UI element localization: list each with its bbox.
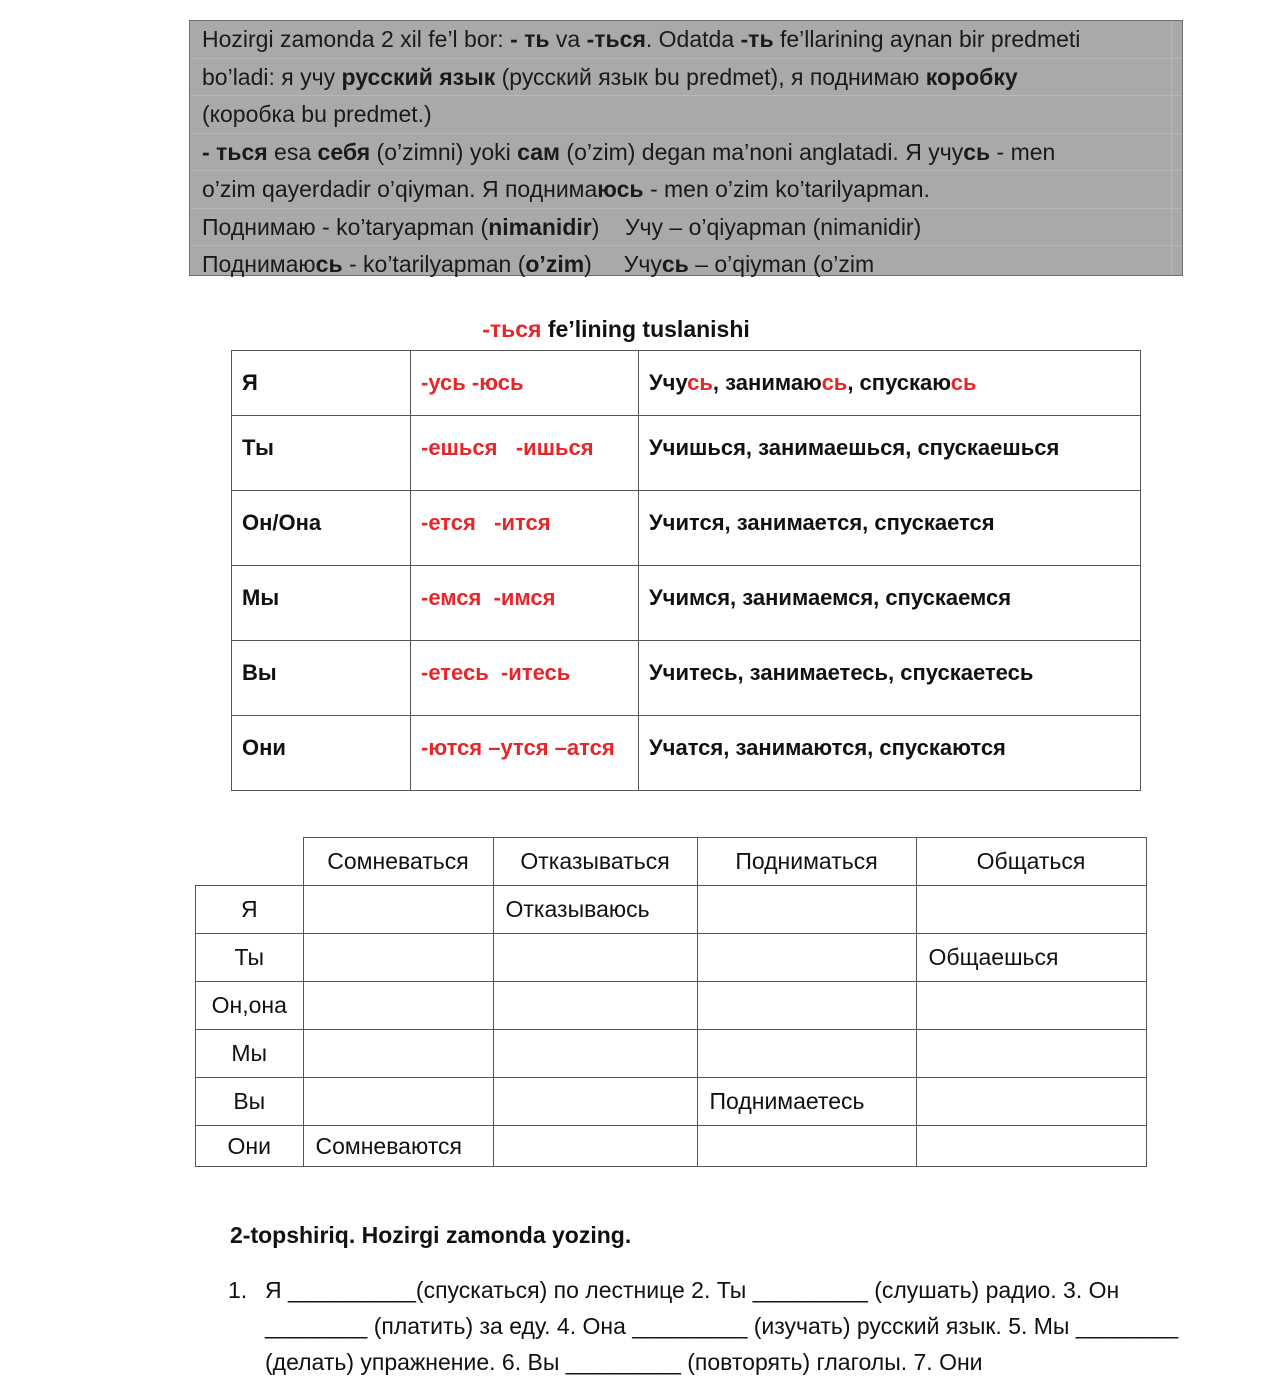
example-text: Учатся, занимаются, спускаются	[649, 735, 1006, 760]
intro-bold-text: коробку	[925, 63, 1018, 90]
example-text: , спускаю	[847, 370, 951, 395]
pronoun-cell: Вы	[196, 1078, 304, 1126]
example-text: Учишься, занимаешься, спускаешься	[649, 435, 1060, 460]
pronoun-cell: Мы	[232, 566, 411, 641]
answer-cell-empty[interactable]	[697, 1126, 916, 1167]
intro-bold-text: сь	[963, 138, 991, 165]
exercise-header-row	[196, 838, 1147, 886]
example-ending: сь	[687, 370, 713, 395]
answer-cell-empty[interactable]	[697, 934, 916, 982]
conjugation-title	[0, 316, 1232, 343]
intro-text: - men	[990, 138, 1056, 165]
exercise-row	[196, 1078, 1147, 1126]
answer-cell[interactable]: Общаешься	[916, 934, 1146, 982]
exercise-row	[196, 1126, 1147, 1167]
intro-text: fe’llarining aynan bir predmeti	[773, 26, 1081, 52]
task2-number: 1.	[228, 1277, 248, 1303]
conjugation-title-suffix: -ться	[482, 316, 542, 342]
verb-header: Сомневаться	[303, 838, 493, 886]
exercise-row	[196, 982, 1147, 1030]
intro-bold-text: русский язык	[341, 63, 496, 90]
answer-cell-empty[interactable]	[697, 886, 916, 934]
intro-bold-text: nimanidir	[488, 213, 592, 240]
answer-cell-empty[interactable]	[697, 1030, 916, 1078]
examples-cell	[639, 716, 1141, 791]
intro-line	[190, 134, 1182, 172]
intro-line	[190, 246, 1182, 283]
answer-cell-empty[interactable]	[303, 982, 493, 1030]
intro-text: ) Учу	[584, 251, 662, 277]
task2-list	[228, 1272, 1188, 1380]
pronoun-cell: Они	[196, 1126, 304, 1167]
pronoun-cell: Они	[232, 716, 411, 791]
intro-text: o’zim qayerdadir o’qiyman. Я поднима	[202, 176, 598, 202]
intro-text: ) Учу – o’qiyapman (nimanidir)	[591, 213, 922, 240]
intro-line	[190, 209, 1182, 247]
endings-cell: -ешься -ишься	[411, 416, 639, 491]
endings-cell: -ются –утся –атся	[411, 716, 639, 791]
pronoun-cell: Вы	[232, 641, 411, 716]
answer-cell-empty[interactable]	[303, 886, 493, 934]
conjugation-row	[232, 716, 1141, 791]
intro-text: - ko’tarilyapman (	[342, 251, 526, 277]
conjugation-row	[232, 566, 1141, 641]
exercise-table	[195, 837, 1147, 1167]
conjugation-title-rest: fe’lining tuslanishi	[541, 316, 750, 342]
intro-bold-text: - ться	[202, 138, 268, 165]
intro-text: Поднимаю	[202, 251, 316, 277]
answer-cell-empty[interactable]	[916, 886, 1146, 934]
example-text: Учится, занимается, спускается	[649, 510, 995, 535]
conjugation-row	[232, 491, 1141, 566]
intro-text: - men o’zim ko’tarilyapman.	[643, 176, 930, 202]
example-text: Учитесь, занимаетесь, спускаетесь	[649, 660, 1034, 685]
conjugation-row	[232, 351, 1141, 416]
example-ending: сь	[821, 370, 848, 395]
endings-cell: -етесь -итесь	[411, 641, 639, 716]
intro-text: esa	[267, 138, 318, 165]
intro-text: Hozirgi zamonda 2 xil fe’l bor:	[202, 26, 511, 52]
examples-cell	[639, 351, 1141, 416]
pronoun-cell: Я	[196, 886, 304, 934]
intro-line	[190, 171, 1182, 209]
exercise-row	[196, 934, 1147, 982]
intro-rule	[1171, 21, 1172, 275]
intro-text: (коробка bu predmet.)	[202, 101, 432, 127]
intro-bold-text: себя	[317, 138, 371, 165]
intro-line	[190, 59, 1182, 97]
examples-cell	[639, 416, 1141, 491]
answer-cell-empty[interactable]	[916, 1126, 1146, 1167]
answer-cell[interactable]: Поднимаетесь	[697, 1078, 916, 1126]
answer-cell-empty[interactable]	[916, 1030, 1146, 1078]
exercise-row	[196, 1030, 1147, 1078]
answer-cell-empty[interactable]	[493, 1126, 697, 1167]
intro-text: (русский язык bu predmet), я поднимаю	[495, 63, 926, 90]
intro-bold-text: -ться	[586, 26, 646, 52]
answer-cell-empty[interactable]	[493, 1078, 697, 1126]
intro-line	[190, 21, 1182, 59]
intro-text: . Odatda	[645, 26, 741, 52]
verb-header: Отказываться	[493, 838, 697, 886]
conjugation-row	[232, 641, 1141, 716]
pronoun-cell: Он/Она	[232, 491, 411, 566]
answer-cell-empty[interactable]	[303, 1030, 493, 1078]
task2-title: 2-topshiriq. Hozirgi zamonda yozing.	[230, 1222, 632, 1248]
conjugation-table	[231, 350, 1141, 791]
examples-cell	[639, 566, 1141, 641]
pronoun-cell: Я	[232, 351, 411, 416]
intro-bold-text: -ть	[740, 26, 774, 52]
answer-cell-empty[interactable]	[303, 1078, 493, 1126]
task2-text: Я __________(спускаться) по лестнице 2. Ты _________ (слушать) радио. 3. Он ________ (платить) за еду. 4. Она _________ (изучать) русский язык. 5. Мы ________ (делать) упражнение. 6. Вы _________ (повторять) глаголы. 7. Они	[265, 1277, 1179, 1375]
intro-text: (o’zimni) yoki	[370, 138, 518, 165]
pronoun-cell: Мы	[196, 1030, 304, 1078]
pronoun-cell: Ты	[232, 416, 411, 491]
intro-text: Поднимаю - ko’taryapman (	[202, 213, 489, 240]
intro-bold-text: юсь	[597, 176, 644, 202]
intro-text: (o’zim) degan ma’noni anglatadi. Я учу	[560, 138, 964, 165]
verb-header: Общаться	[916, 838, 1146, 886]
intro-bold-text: сам	[517, 138, 561, 165]
answer-cell-empty[interactable]	[493, 934, 697, 982]
answer-cell-empty[interactable]	[303, 934, 493, 982]
intro-bold-text: - ть	[510, 26, 550, 52]
answer-cell[interactable]: Отказываюсь	[493, 886, 697, 934]
pronoun-cell: Ты	[196, 934, 304, 982]
examples-cell	[639, 491, 1141, 566]
example-ending: сь	[950, 370, 977, 395]
answer-cell-empty[interactable]	[697, 982, 916, 1030]
pronoun-cell: Он,она	[196, 982, 304, 1030]
intro-bold-text: сь	[661, 251, 689, 277]
example-text: Учу	[649, 370, 688, 395]
intro-line	[190, 96, 1182, 134]
answer-cell-empty[interactable]	[916, 982, 1146, 1030]
endings-cell: -усь -юсь	[411, 351, 639, 416]
exercise-row	[196, 886, 1147, 934]
conjugation-row	[232, 416, 1141, 491]
endings-cell: -ется -ится	[411, 491, 639, 566]
intro-bold-text: o’zim	[525, 251, 585, 277]
intro-text: va	[549, 26, 587, 52]
answer-cell-empty[interactable]	[916, 1078, 1146, 1126]
endings-cell: -емся -имся	[411, 566, 639, 641]
intro-bold-text: сь	[315, 251, 343, 277]
example-text: , занимаю	[712, 370, 822, 395]
intro-lines	[190, 21, 1182, 283]
example-text: Учимся, занимаемся, спускаемся	[649, 585, 1012, 610]
verb-header: Подниматься	[697, 838, 916, 886]
empty-corner-cell	[196, 838, 304, 886]
answer-cell-empty[interactable]	[493, 982, 697, 1030]
intro-text: – o’qiyman (o’zim	[688, 251, 875, 277]
answer-cell[interactable]: Сомневаются	[303, 1126, 493, 1167]
examples-cell	[639, 641, 1141, 716]
answer-cell-empty[interactable]	[493, 1030, 697, 1078]
intro-text: bo’ladi: я учу	[202, 63, 342, 90]
intro-box	[189, 20, 1183, 276]
